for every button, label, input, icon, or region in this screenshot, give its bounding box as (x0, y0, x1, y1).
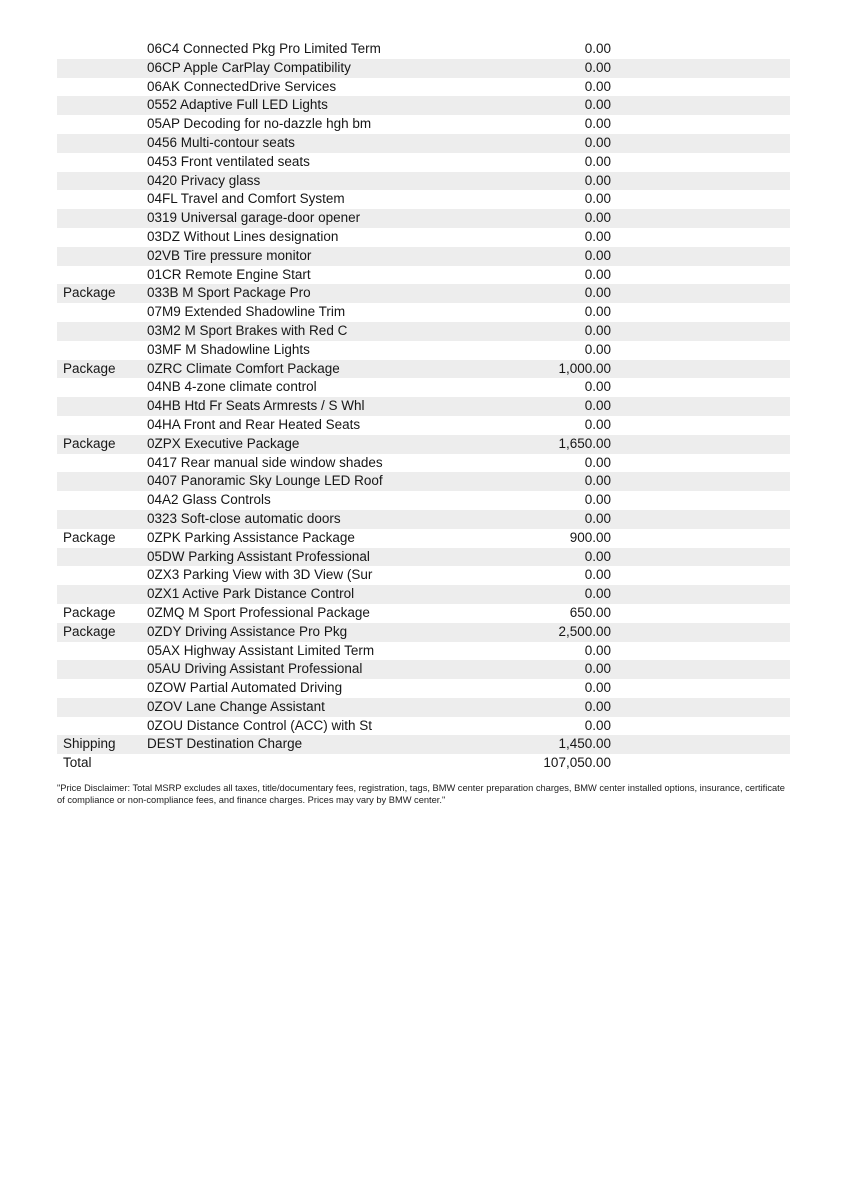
table-row (57, 529, 790, 548)
row-price: 900.00 (569, 529, 611, 545)
row-price: 1,450.00 (558, 736, 611, 752)
row-item: 0456 Multi-contour seats (147, 134, 295, 150)
table-row (57, 397, 790, 416)
row-item: 0319 Universal garage-door opener (147, 210, 361, 226)
row-item: 0ZDY Driving Assistance Pro Pkg (147, 623, 348, 639)
row-item: 0ZOV Lane Change Assistant (147, 698, 325, 714)
row-price: 0.00 (584, 97, 611, 113)
row-item: 0ZRC Climate Comfort Package (147, 360, 340, 376)
row-price: 0.00 (584, 153, 611, 169)
row-item: 0ZPX Executive Package (147, 435, 300, 451)
table-row (57, 360, 790, 379)
table-row (57, 454, 790, 473)
row-price: 0.00 (584, 567, 611, 583)
row-price: 0.00 (584, 78, 611, 94)
row-item: 05AX Highway Assistant Limited Term (147, 642, 375, 658)
row-item: 033B M Sport Package Pro (147, 285, 311, 301)
row-item: 06CP Apple CarPlay Compatibility (147, 59, 351, 75)
row-price: 0.00 (584, 492, 611, 508)
table-row (57, 623, 790, 642)
row-item: 0ZMQ M Sport Professional Package (147, 604, 370, 620)
row-price: 0.00 (584, 59, 611, 75)
row-price: 1,650.00 (558, 435, 611, 451)
row-price: 0.00 (584, 210, 611, 226)
row-item: 05AU Driving Assistant Professional (147, 661, 363, 677)
row-category: Shipping (63, 736, 116, 752)
row-category: Package (63, 435, 116, 451)
row-price: 0.00 (584, 398, 611, 414)
row-price: 0.00 (584, 680, 611, 696)
row-price: 0.00 (584, 191, 611, 207)
row-price: 0.00 (584, 322, 611, 338)
table-row (57, 435, 790, 454)
row-price: 0.00 (584, 717, 611, 733)
table-row (57, 548, 790, 567)
row-item: 0453 Front ventilated seats (147, 153, 310, 169)
row-price: 107,050.00 (543, 755, 611, 771)
row-price: 0.00 (584, 586, 611, 602)
table-row (57, 59, 790, 78)
row-item: 0552 Adaptive Full LED Lights (147, 97, 328, 113)
row-item: 0417 Rear manual side window shades (147, 454, 383, 470)
row-item: 07M9 Extended Shadowline Trim (147, 304, 346, 320)
row-item: 03DZ Without Lines designation (147, 228, 339, 244)
row-item: DEST Destination Charge (147, 736, 303, 752)
row-item: 0ZPK Parking Assistance Package (147, 529, 355, 545)
row-category: Package (63, 285, 116, 301)
row-price: 0.00 (584, 698, 611, 714)
row-category: Package (63, 623, 116, 639)
table-row (57, 416, 790, 435)
row-item: 04NB 4-zone climate control (147, 379, 317, 395)
table-row (57, 190, 790, 209)
row-price: 0.00 (584, 266, 611, 282)
row-price: 0.00 (584, 548, 611, 564)
row-price: 650.00 (569, 604, 611, 620)
row-item: 04A2 Glass Controls (147, 492, 271, 508)
row-item: 0ZX1 Active Park Distance Control (147, 586, 355, 602)
row-price: 0.00 (584, 661, 611, 677)
table-row (57, 378, 790, 397)
row-item: 0420 Privacy glass (147, 172, 261, 188)
row-price: 1,000.00 (558, 360, 611, 376)
table-row (57, 266, 790, 285)
row-price: 0.00 (584, 341, 611, 357)
price-disclaimer: "Price Disclaimer: Total MSRP excludes all taxes, title/documentary fees, registration, tags, BMW center preparation charges, BMW center installed options, insurance, certificate of compliance or non-compliance fees, and finance charges. Prices may vary by BMW center." (57, 783, 785, 806)
table-row (57, 566, 790, 585)
row-item: 04FL Travel and Comfort System (147, 191, 345, 207)
row-price: 0.00 (584, 247, 611, 263)
row-price: 0.00 (584, 285, 611, 301)
row-price: 0.00 (584, 454, 611, 470)
table-row (57, 604, 790, 623)
row-item: 03MF M Shadowline Lights (147, 341, 310, 357)
table-row (57, 40, 790, 59)
row-item: 05DW Parking Assistant Professional (147, 548, 370, 564)
table-row (57, 491, 790, 510)
row-price: 0.00 (584, 379, 611, 395)
row-price: 2,500.00 (558, 623, 611, 639)
row-price: 0.00 (584, 116, 611, 132)
table-row (57, 510, 790, 529)
row-item: 01CR Remote Engine Start (147, 266, 311, 282)
row-item: 0ZX3 Parking View with 3D View (Sur (147, 567, 373, 583)
row-item: 0323 Soft-close automatic doors (147, 510, 341, 526)
row-item: 05AP Decoding for no-dazzle hgh bm (147, 116, 372, 132)
row-category: Package (63, 360, 116, 376)
table-row (57, 228, 790, 247)
row-price: 0.00 (584, 642, 611, 658)
table-row (57, 660, 790, 679)
table-row (57, 585, 790, 604)
table-row (57, 642, 790, 661)
table-row (57, 284, 790, 303)
row-item: 02VB Tire pressure monitor (147, 247, 312, 263)
table-row (57, 341, 790, 360)
row-item: 04HA Front and Rear Heated Seats (147, 416, 361, 432)
table-row (57, 717, 790, 736)
row-item: 04HB Htd Fr Seats Armrests / S Whl (147, 398, 365, 414)
table-row (57, 322, 790, 341)
table-row (57, 679, 790, 698)
row-item: 0ZOW Partial Automated Driving (147, 680, 343, 696)
row-price: 0.00 (584, 172, 611, 188)
table-row (57, 247, 790, 266)
row-item: 06AK ConnectedDrive Services (147, 78, 337, 94)
table-row (57, 96, 790, 115)
row-price: 0.00 (584, 41, 611, 56)
row-item: 0407 Panoramic Sky Lounge LED Roof (147, 473, 383, 489)
table-row (57, 209, 790, 228)
options-table (57, 40, 790, 773)
table-row (57, 698, 790, 717)
row-item: 03M2 M Sport Brakes with Red C (147, 322, 348, 338)
table-row (57, 115, 790, 134)
table-row (57, 153, 790, 172)
row-price: 0.00 (584, 416, 611, 432)
row-price: 0.00 (584, 510, 611, 526)
table-row (57, 754, 790, 773)
table-row (57, 134, 790, 153)
row-price: 0.00 (584, 304, 611, 320)
table-row (57, 303, 790, 322)
row-category: Total (63, 755, 92, 771)
row-price: 0.00 (584, 473, 611, 489)
row-category: Package (63, 529, 116, 545)
table-row (57, 472, 790, 491)
row-price: 0.00 (584, 134, 611, 150)
row-price: 0.00 (584, 228, 611, 244)
table-row (57, 735, 790, 754)
table-row (57, 172, 790, 191)
row-item: 06C4 Connected Pkg Pro Limited Term (147, 41, 381, 56)
row-category: Package (63, 604, 116, 620)
table-row (57, 78, 790, 97)
row-item: 0ZOU Distance Control (ACC) with St (147, 717, 373, 733)
